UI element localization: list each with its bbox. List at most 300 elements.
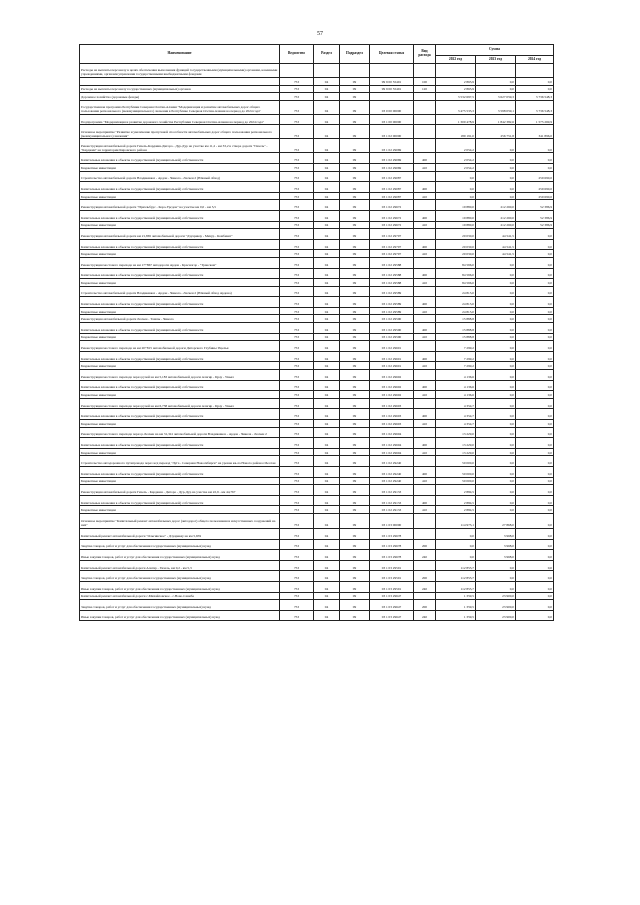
row-value-2024: 0,0 <box>516 456 554 467</box>
row-value-2022: 0,0 <box>436 528 476 539</box>
row-value-2022: 2 884,5 <box>436 485 476 496</box>
row-name: Реконструкция мостового перехода на км 17+867 автодороги Ардон - Красногор - "Транскам" <box>80 257 280 268</box>
row-value-2022: 50 000,0 <box>436 466 476 477</box>
row-ved: 753 <box>280 438 314 449</box>
row-value-2024: 259 690,0 <box>516 182 554 193</box>
row-podrazdel: 09 <box>340 93 370 101</box>
row-value-2023: 0,0 <box>476 438 516 449</box>
table-row <box>80 182 554 193</box>
row-value-2023: 3 968,0 <box>476 550 516 561</box>
row-ved: 753 <box>280 391 314 399</box>
row-podrazdel: 09 <box>340 163 370 171</box>
row-name: Капитальные вложения в объекты государственной (муниципальной) собственности <box>80 239 280 250</box>
row-ved: 753 <box>280 192 314 200</box>
row-target-article: 03 1 03 29647 <box>370 610 414 621</box>
row-expense-type: 400 <box>414 153 436 164</box>
row-value-2022: 13 229,0 <box>436 427 476 438</box>
row-podrazdel: 09 <box>340 286 370 297</box>
row-podrazdel: 09 <box>340 257 370 268</box>
row-value-2023: 0,0 <box>476 171 516 182</box>
row-value-2022: 7 299,2 <box>436 351 476 362</box>
row-name: Строительство автодорожного путепровода через ж/д переезд "Луга - Северная Новосибирск" на уровне кв-ла Нового района г.Беслан <box>80 456 280 467</box>
row-podrazdel: 09 <box>340 171 370 182</box>
row-razdel: 04 <box>314 182 340 193</box>
row-value-2024: 0,0 <box>516 592 554 600</box>
row-ved: 753 <box>280 125 314 139</box>
row-name: Подпрограмма "Модернизация и развитие дорожного хозяйства Республики Северная Осетия-Алания на период до 2024 года" <box>80 114 280 125</box>
row-expense-type: 200 <box>414 600 436 611</box>
row-target-article: 03 1 03 29591 <box>370 560 414 571</box>
row-value-2022: 4 354,7 <box>436 409 476 420</box>
row-value-2023: 0,0 <box>476 485 516 496</box>
row-ved: 753 <box>280 100 314 114</box>
row-target-article: 03 1 02 29087 <box>370 171 414 182</box>
row-expense-type: 410 <box>414 420 436 428</box>
row-expense-type: 410 <box>414 192 436 200</box>
row-value-2023: 1 842 382,6 <box>476 114 516 125</box>
row-razdel: 04 <box>314 307 340 315</box>
row-razdel: 04 <box>314 163 340 171</box>
row-target-article: 03 1 02 29069 <box>370 139 414 153</box>
row-value-2023: 0,0 <box>476 307 516 315</box>
table-row <box>80 125 554 139</box>
row-expense-type: 400 <box>414 351 436 362</box>
row-razdel: 04 <box>314 506 340 514</box>
row-expense-type <box>414 100 436 114</box>
row-value-2023: 44 541,5 <box>476 239 516 250</box>
row-value-2022: 0,0 <box>436 171 476 182</box>
row-razdel: 04 <box>314 362 340 370</box>
table-row <box>80 600 554 611</box>
row-value-2023: 0,0 <box>476 581 516 592</box>
row-podrazdel: 09 <box>340 485 370 496</box>
row-name: Бюджетные инвестиции <box>80 448 280 456</box>
row-razdel: 04 <box>314 93 340 101</box>
row-name: Реконструкция мостового перехода через ручей на км 6,738 автомобильной дороги Алагир - Црау - Уньял <box>80 398 280 409</box>
row-expense-type <box>414 560 436 571</box>
table-row <box>80 351 554 362</box>
row-value-2024 <box>516 64 554 78</box>
row-value-2024: 0,0 <box>516 333 554 341</box>
row-expense-type: 240 <box>414 550 436 561</box>
row-value-2024: 0,0 <box>516 391 554 399</box>
row-podrazdel: 09 <box>340 409 370 420</box>
row-ved: 753 <box>280 307 314 315</box>
row-value-2024: 0,0 <box>516 297 554 308</box>
row-name: Расходы на выплаты персоналу государственных (муниципальных) органов <box>80 85 280 93</box>
row-value-2023: 0,0 <box>476 362 516 370</box>
row-ved: 753 <box>280 139 314 153</box>
row-value-2022: 19 880,0 <box>436 221 476 229</box>
header-podrazdel: Подраздел <box>340 45 370 64</box>
row-razdel: 04 <box>314 528 340 539</box>
row-target-article: 03 1 02 29604 <box>370 427 414 438</box>
row-value-2023: 3 598 059,1 <box>476 100 516 114</box>
row-ved: 753 <box>280 495 314 506</box>
row-ved: 753 <box>280 250 314 258</box>
row-value-2024: 0,0 <box>516 495 554 506</box>
row-value-2023: 0,0 <box>476 257 516 268</box>
table-row <box>80 456 554 467</box>
row-value-2022: 19 880,0 <box>436 200 476 211</box>
row-expense-type: 400 <box>414 323 436 334</box>
row-razdel: 04 <box>314 333 340 341</box>
row-target-article: 03 1 02 29133 <box>370 506 414 514</box>
row-expense-type: 120 <box>414 85 436 93</box>
row-target-article: 03 1 02 29707 <box>370 239 414 250</box>
row-value-2023: 0,0 <box>476 370 516 381</box>
row-razdel: 04 <box>314 581 340 592</box>
row-expense-type: 200 <box>414 571 436 582</box>
row-podrazdel: 09 <box>340 420 370 428</box>
header-year-2022: 2022 год <box>436 56 476 64</box>
row-value-2023: 0,0 <box>476 85 516 93</box>
row-expense-type <box>414 114 436 125</box>
row-value-2024: 0,0 <box>516 506 554 514</box>
header-razdel: Раздел <box>314 45 340 64</box>
row-value-2024: 0,0 <box>516 610 554 621</box>
row-target-article: 03 1 02 29602 <box>370 391 414 399</box>
row-podrazdel: 09 <box>340 427 370 438</box>
row-podrazdel: 09 <box>340 323 370 334</box>
row-name: Капитальный ремонт автомобильной дороги Алагир - Гизель, км 0,2 - км 5,3 <box>80 560 280 571</box>
row-target-article: 03 1 02 29602 <box>370 380 414 391</box>
row-ved: 753 <box>280 351 314 362</box>
row-ved: 753 <box>280 610 314 621</box>
table-row <box>80 153 554 164</box>
row-value-2022: 15 888,8 <box>436 315 476 323</box>
header-year-2024: 2024 год <box>516 56 554 64</box>
row-name: Бюджетные инвестиции <box>80 420 280 428</box>
table-row <box>80 592 554 600</box>
row-target-article: 03 1 02 29707 <box>370 250 414 258</box>
row-value-2023: 3 968,0 <box>476 528 516 539</box>
row-expense-type <box>414 315 436 323</box>
table-row <box>80 286 554 297</box>
row-podrazdel: 09 <box>340 362 370 370</box>
row-razdel: 04 <box>314 297 340 308</box>
row-target-article: 03 1 02 29069 <box>370 163 414 171</box>
row-podrazdel: 09 <box>340 333 370 341</box>
row-target-article: 03 1 02 29590 <box>370 333 414 341</box>
row-expense-type: 400 <box>414 239 436 250</box>
row-ved: 753 <box>280 550 314 561</box>
row-value-2022: 50 000,0 <box>436 477 476 485</box>
table-row <box>80 391 554 399</box>
row-value-2022: 24 813,0 <box>436 307 476 315</box>
row-ved: 753 <box>280 581 314 592</box>
row-razdel: 04 <box>314 341 340 352</box>
row-name: Капитальный ремонт автомобильной дороги с.Михайловское - с.Ново-Саниба <box>80 592 280 600</box>
row-value-2022: 1 359,5 <box>436 600 476 611</box>
row-razdel: 04 <box>314 250 340 258</box>
row-value-2022: 2 884,5 <box>436 495 476 506</box>
row-value-2022: 1 359,5 <box>436 592 476 600</box>
row-value-2022: 4 136,6 <box>436 391 476 399</box>
table-row <box>80 477 554 485</box>
table-row <box>80 581 554 592</box>
row-ved: 753 <box>280 93 314 101</box>
row-podrazdel: 09 <box>340 192 370 200</box>
row-podrazdel: 09 <box>340 592 370 600</box>
row-value-2024: 0,0 <box>516 438 554 449</box>
row-target-article: 03 1 02 29590 <box>370 323 414 334</box>
row-razdel: 04 <box>314 456 340 467</box>
row-podrazdel <box>340 64 370 78</box>
row-value-2022: 1 300 478,9 <box>436 114 476 125</box>
row-target-article: 03 1 03 29678 <box>370 550 414 561</box>
table-body <box>80 64 554 621</box>
row-name: Государственная программа Республики Северная Осетия-Алания "Модернизация и развитие автомобильных дорог общего пользования регионального (межмуниципального) значения в Республике Северная Осетия-Алания на период до 2024 года" <box>80 100 280 114</box>
row-razdel: 04 <box>314 279 340 287</box>
row-name: Капитальные вложения в объекты государственной (муниципальной) собственности <box>80 380 280 391</box>
row-razdel: 04 <box>314 286 340 297</box>
row-value-2022: 19 880,0 <box>436 210 476 221</box>
row-ved: 753 <box>280 592 314 600</box>
row-razdel: 04 <box>314 239 340 250</box>
row-value-2022: 112 853,7 <box>436 571 476 582</box>
table-row <box>80 64 554 78</box>
row-podrazdel: 09 <box>340 341 370 352</box>
row-value-2024: 0,0 <box>516 78 554 86</box>
table-row <box>80 438 554 449</box>
table-row <box>80 398 554 409</box>
row-expense-type: 400 <box>414 297 436 308</box>
row-name: Бюджетные инвестиции <box>80 163 280 171</box>
row-expense-type: 410 <box>414 362 436 370</box>
row-value-2022: 7 299,2 <box>436 362 476 370</box>
row-expense-type <box>414 485 436 496</box>
row-podrazdel: 09 <box>340 239 370 250</box>
row-podrazdel: 09 <box>340 477 370 485</box>
row-value-2023: 212 260,0 <box>476 221 516 229</box>
row-razdel: 04 <box>314 409 340 420</box>
row-expense-type <box>414 286 436 297</box>
row-name: Закупка товаров, работ и услуг для обеспечения государственных (муниципальных) нужд <box>80 571 280 582</box>
row-ved: 753 <box>280 456 314 467</box>
table-row <box>80 315 554 323</box>
row-value-2023: 0,0 <box>476 477 516 485</box>
table-row <box>80 333 554 341</box>
row-podrazdel: 09 <box>340 307 370 315</box>
row-expense-type <box>414 229 436 240</box>
row-target-article: 03 1 02 29602 <box>370 370 414 381</box>
row-razdel: 04 <box>314 200 340 211</box>
row-ved: 753 <box>280 153 314 164</box>
row-value-2024: 0,0 <box>516 153 554 164</box>
row-razdel: 04 <box>314 171 340 182</box>
row-value-2023: 0,0 <box>476 182 516 193</box>
row-value-2024: 0,0 <box>516 139 554 153</box>
row-podrazdel: 09 <box>340 210 370 221</box>
row-value-2023: 44 541,5 <box>476 229 516 240</box>
row-name: Закупка товаров, работ и услуг для обеспечения государственных (муниципальных) нужд <box>80 600 280 611</box>
row-razdel: 04 <box>314 560 340 571</box>
row-name: Иные закупки товаров, работ и услуг для обеспечения государственных (муниципальных) нужд <box>80 550 280 561</box>
row-expense-type: 400 <box>414 495 436 506</box>
row-target-article: 03 1 03 29678 <box>370 539 414 550</box>
row-ved: 753 <box>280 341 314 352</box>
row-value-2023: 0,0 <box>476 466 516 477</box>
row-value-2024: 0,0 <box>516 307 554 315</box>
row-target-article: 03 1 02 29087 <box>370 182 414 193</box>
row-name: Капитальные вложения в объекты государственной (муниципальной) собственности <box>80 210 280 221</box>
row-razdel: 04 <box>314 370 340 381</box>
row-ved: 753 <box>280 506 314 514</box>
row-expense-type: 410 <box>414 448 436 456</box>
row-value-2023: 0,0 <box>476 279 516 287</box>
row-value-2024: 259 690,0 <box>516 171 554 182</box>
row-value-2022: 15 888,8 <box>436 323 476 334</box>
row-value-2024: 0,0 <box>516 286 554 297</box>
row-target-article: 03 1 02 29672 <box>370 210 414 221</box>
row-value-2023: 0,0 <box>476 139 516 153</box>
row-target-article: 03 1 03 29591 <box>370 581 414 592</box>
row-ved: 753 <box>280 333 314 341</box>
row-razdel: 04 <box>314 513 340 528</box>
row-name: Реконструкция автомобильной дороги Гизель - Карджин - Дигора - Дур-Дур на участке км 22,9 - км 44,767 <box>80 485 280 496</box>
row-value-2022: 2 054,2 <box>436 153 476 164</box>
row-value-2024: 0,0 <box>516 528 554 539</box>
row-value-2024: 0,0 <box>516 466 554 477</box>
row-ved: 753 <box>280 600 314 611</box>
row-value-2022: 0,0 <box>436 192 476 200</box>
row-value-2024: 3 736 548,3 <box>516 100 554 114</box>
row-ved: 753 <box>280 362 314 370</box>
row-value-2022: 4 136,6 <box>436 380 476 391</box>
row-podrazdel: 09 <box>340 315 370 323</box>
row-target-article: 03 1 02 29589 <box>370 297 414 308</box>
row-value-2023: 27 868,0 <box>476 513 516 528</box>
row-value-2022: 2 054,2 <box>436 139 476 153</box>
row-razdel: 04 <box>314 610 340 621</box>
row-expense-type <box>414 370 436 381</box>
row-value-2024: 0,0 <box>516 315 554 323</box>
table-row <box>80 268 554 279</box>
table-row <box>80 495 554 506</box>
row-name: Реконструкция мостового перехода на км 20+815 автомобильной дороги Дигорского Глубины Ущелья <box>80 341 280 352</box>
row-target-article: 03 1 03 29591 <box>370 571 414 582</box>
row-name: Основное мероприятие "Развитие и увеличение пропускной способности автомобильных дорог общего пользования регионального (межмуниципального) значения" <box>80 125 280 139</box>
row-value-2022: 0,0 <box>436 539 476 550</box>
row-value-2024: 1 575 269,9 <box>516 114 554 125</box>
row-expense-type <box>414 200 436 211</box>
row-ved: 753 <box>280 466 314 477</box>
row-value-2023: 0,0 <box>476 506 516 514</box>
row-value-2024: 0,0 <box>516 380 554 391</box>
row-value-2024: 341 896,0 <box>516 125 554 139</box>
row-expense-type: 400 <box>414 182 436 193</box>
row-ved <box>280 64 314 78</box>
row-razdel: 04 <box>314 495 340 506</box>
row-target-article: 03 1 03 29647 <box>370 600 414 611</box>
row-name: Строительство автомобильной дороги Владикавказ - Ардон - Чикола - Лескен 2 (Южный обход) <box>80 171 280 182</box>
row-value-2024: 0,0 <box>516 370 554 381</box>
row-name: Бюджетные инвестиции <box>80 391 280 399</box>
table-row <box>80 93 554 101</box>
row-ved: 753 <box>280 239 314 250</box>
row-target-article: 03 1 02 29588 <box>370 257 414 268</box>
row-value-2022: 20 030,0 <box>436 229 476 240</box>
row-value-2022: 189 191,0 <box>436 125 476 139</box>
table-row <box>80 448 554 456</box>
row-name: Капитальные вложения в объекты государственной (муниципальной) собственности <box>80 409 280 420</box>
row-razdel: 04 <box>314 420 340 428</box>
row-expense-type <box>414 456 436 467</box>
table-row <box>80 323 554 334</box>
row-value-2024: 0,0 <box>516 323 554 334</box>
row-value-2023: 0,0 <box>476 153 516 164</box>
row-value-2024: 0,0 <box>516 268 554 279</box>
row-value-2022: 84 596,0 <box>436 279 476 287</box>
row-value-2023: 0,0 <box>476 427 516 438</box>
row-value-2022: 4 136,6 <box>436 370 476 381</box>
row-razdel: 04 <box>314 268 340 279</box>
row-expense-type: 100 <box>414 78 436 86</box>
row-ved: 753 <box>280 229 314 240</box>
row-name: Дорожное хозяйство (дорожные фонды) <box>80 93 280 101</box>
row-podrazdel: 09 <box>340 539 370 550</box>
row-value-2024: 52 386,9 <box>516 210 554 221</box>
row-expense-type <box>414 427 436 438</box>
row-expense-type: 410 <box>414 506 436 514</box>
row-name: Капитальные вложения в объекты государственной (муниципальной) собственности <box>80 297 280 308</box>
row-podrazdel: 09 <box>340 200 370 211</box>
row-expense-type <box>414 398 436 409</box>
row-razdel: 04 <box>314 600 340 611</box>
row-target-article: 03 1 02 29240 <box>370 456 414 467</box>
row-podrazdel: 09 <box>340 506 370 514</box>
row-expense-type: 400 <box>414 466 436 477</box>
table-row <box>80 380 554 391</box>
row-ved: 753 <box>280 420 314 428</box>
row-value-2023: 0,0 <box>476 380 516 391</box>
row-name <box>80 78 280 86</box>
row-razdel: 04 <box>314 323 340 334</box>
row-podrazdel: 09 <box>340 571 370 582</box>
row-value-2022: 2 863,9 <box>436 78 476 86</box>
row-razdel: 04 <box>314 100 340 114</box>
row-name: Бюджетные инвестиции <box>80 362 280 370</box>
row-value-2022: 13 229,0 <box>436 448 476 456</box>
row-value-2023: 3 968,0 <box>476 539 516 550</box>
row-ved: 753 <box>280 528 314 539</box>
row-target-article <box>370 64 414 78</box>
table-row <box>80 85 554 93</box>
header-target-article: Целевая статья <box>370 45 414 64</box>
row-expense-type: 400 <box>414 438 436 449</box>
row-expense-type <box>414 125 436 139</box>
row-expense-type: 410 <box>414 391 436 399</box>
row-target-article: 03 1 02 29603 <box>370 409 414 420</box>
row-value-2023: 0,0 <box>476 341 516 352</box>
row-podrazdel: 09 <box>340 398 370 409</box>
row-target-article: 99 9 00 55491 <box>370 78 414 86</box>
row-value-2022: 20 030,0 <box>436 250 476 258</box>
table-row <box>80 210 554 221</box>
row-podrazdel: 09 <box>340 370 370 381</box>
row-target-article: 03 1 02 29133 <box>370 485 414 496</box>
row-value-2023: 0,0 <box>476 409 516 420</box>
row-expense-type: 400 <box>414 380 436 391</box>
row-value-2024: 0,0 <box>516 571 554 582</box>
row-value-2024: 0,0 <box>516 448 554 456</box>
table-row <box>80 571 554 582</box>
row-value-2023: 0,0 <box>476 495 516 506</box>
row-name: Основное мероприятие "Капитальный ремонт автомобильных дорог (автодорог) общего пользования и искусственных сооружений на них" <box>80 513 280 528</box>
header-year-2023: 2023 год <box>476 56 516 64</box>
row-target-article: 03 1 02 29604 <box>370 448 414 456</box>
